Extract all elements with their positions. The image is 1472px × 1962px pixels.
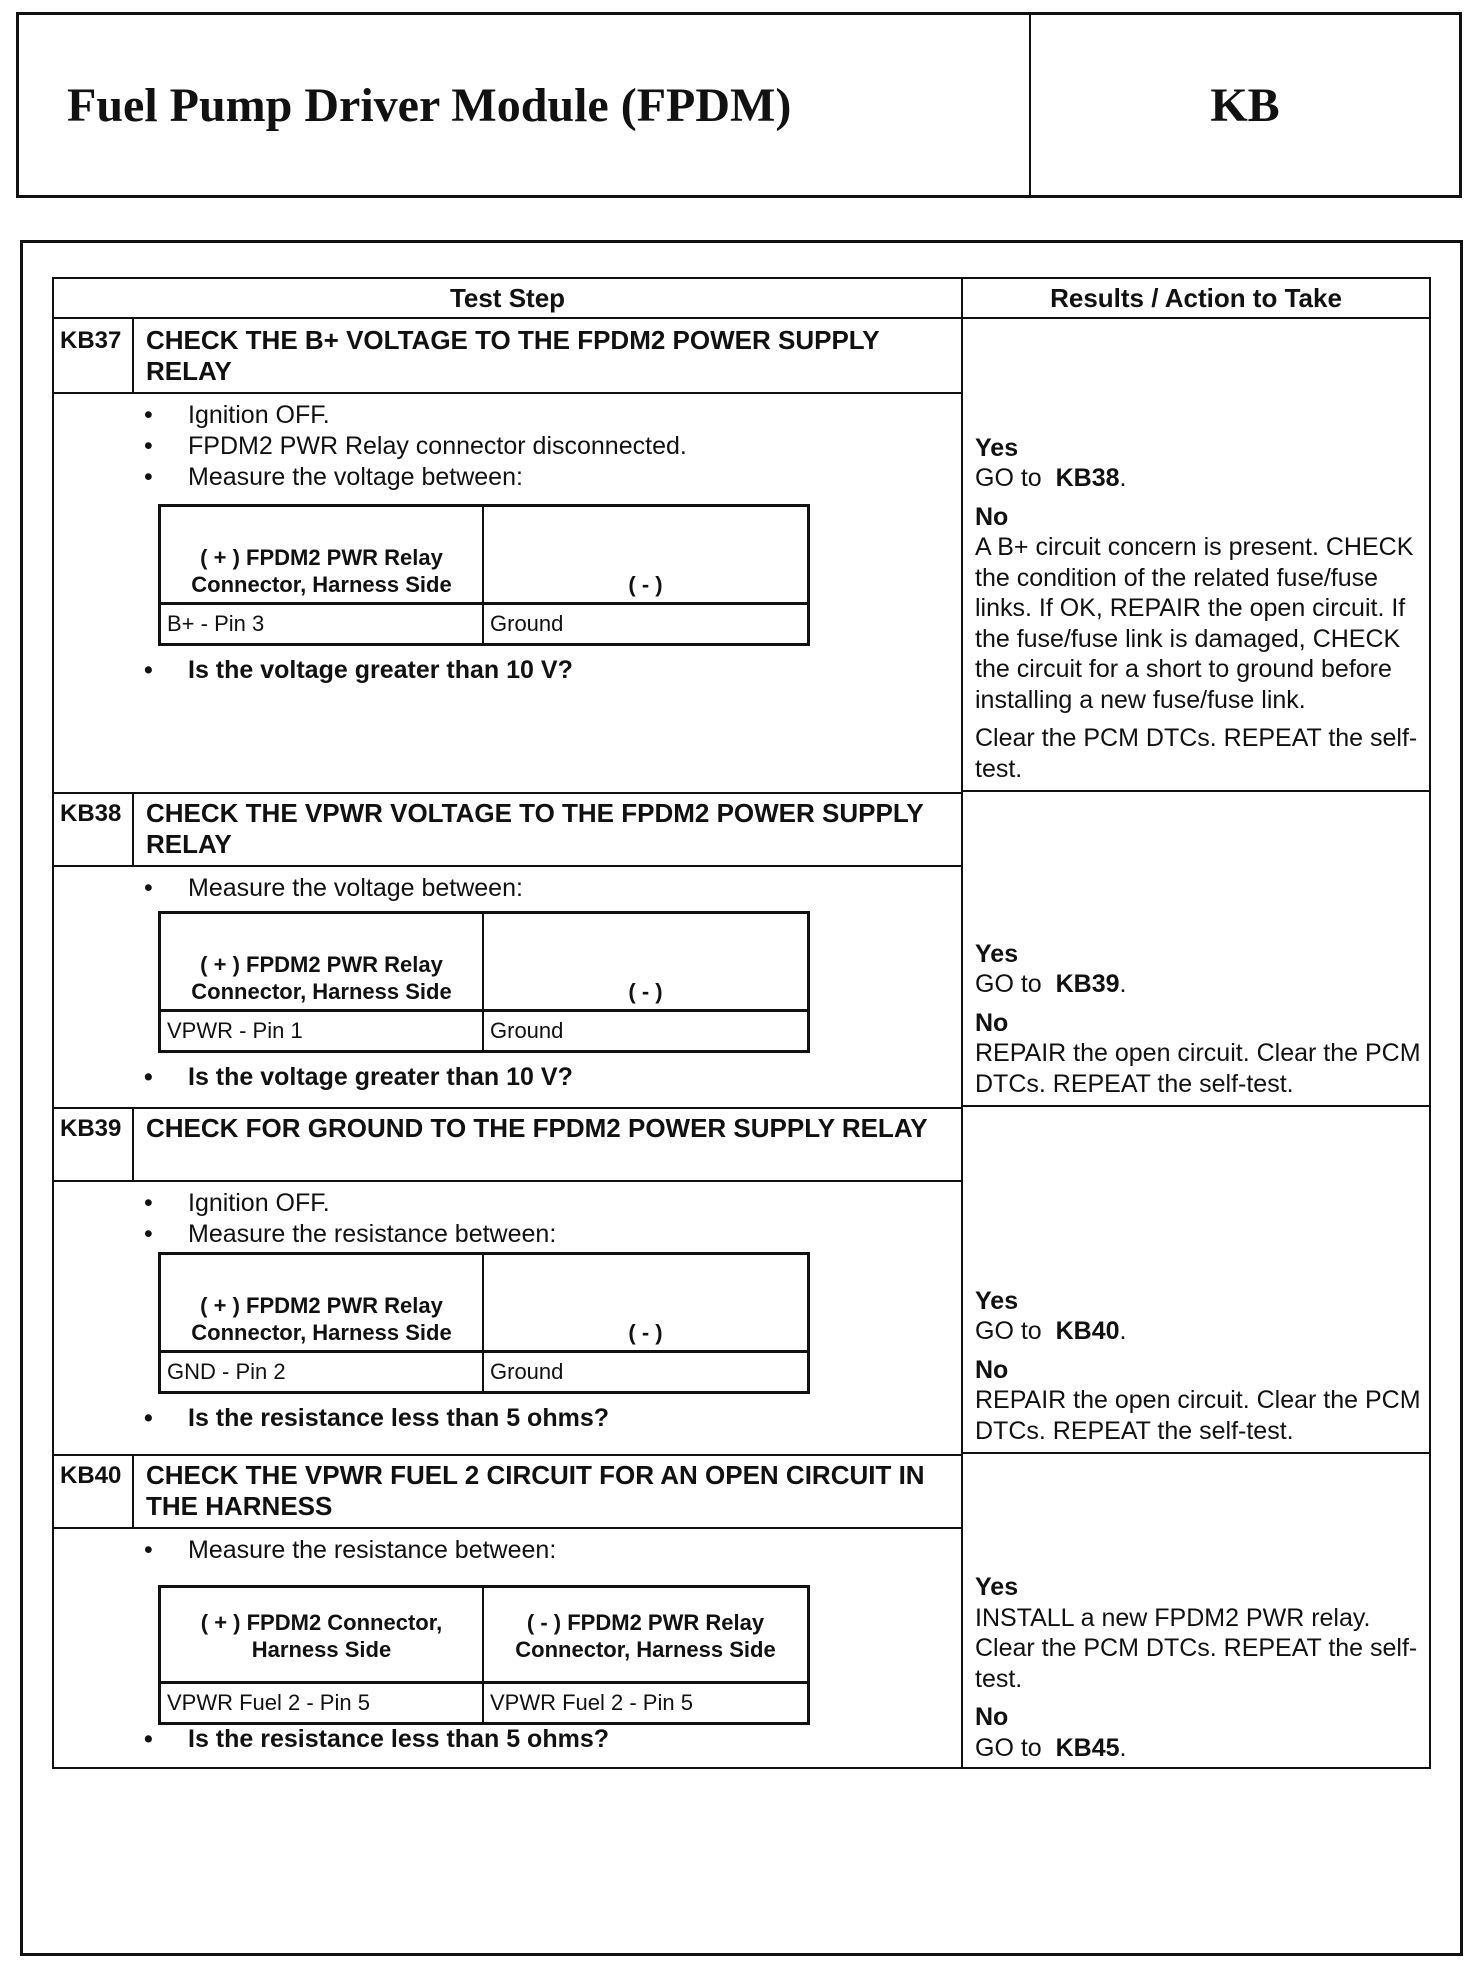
measurement-header-positive: ( + ) FPDM2 Connector, Harness Side — [161, 1588, 484, 1681]
step-instructions — [144, 400, 687, 493]
measurement-table — [158, 504, 810, 646]
measurement-table — [158, 911, 810, 1053]
step-title-row — [54, 1454, 961, 1529]
instruction-item: • FPDM2 PWR Relay connector disconnected. — [144, 431, 687, 462]
measurement-row — [161, 1012, 807, 1050]
instruction-item: • Measure the voltage between: — [144, 873, 523, 904]
measurement-negative-value: Ground — [490, 611, 564, 636]
measurement-header-positive: ( + ) FPDM2 PWR Relay Connector, Harness Side — [161, 507, 484, 602]
goto-step-link[interactable]: KB39 — [1055, 970, 1120, 998]
page-header — [16, 12, 1462, 198]
step-question: • Is the resistance less than 5 ohms? — [144, 1404, 609, 1433]
step-question: • Is the voltage greater than 10 V? — [144, 1063, 573, 1092]
measurement-header-positive: ( + ) FPDM2 PWR Relay Connector, Harness Side — [161, 1255, 484, 1350]
measurement-positive-value: VPWR - Pin 1 — [161, 1012, 484, 1050]
column-header-test-step: Test Step — [54, 279, 961, 319]
measurement-negative-value: VPWR Fuel 2 - Pin 5 — [490, 1690, 693, 1715]
page-title: Fuel Pump Driver Module (FPDM) — [19, 15, 1031, 195]
measurement-header-row — [161, 1588, 807, 1684]
test-step-kb37 — [54, 319, 961, 792]
step-question: • Is the voltage greater than 10 V? — [144, 656, 573, 685]
result-no-label: No — [975, 1008, 1009, 1037]
test-step-kb39 — [54, 1107, 961, 1454]
instruction-item: • Ignition OFF. — [144, 1188, 556, 1219]
test-step-kb38 — [54, 792, 961, 1107]
step-id: KB39 — [54, 1107, 134, 1180]
result-yes-label: Yes — [975, 1573, 1019, 1601]
measurement-positive-value: VPWR Fuel 2 - Pin 5 — [161, 1684, 484, 1722]
result-no-action: A B+ circuit concern is present. CHECK the condition of the related fuse/fuse links. If OK, REPAIR the open circuit. If the fuse/fuse link is damaged, CHECK the circuit for a short to ground before installing a new fuse/fuse link. — [975, 533, 1414, 714]
test-step-kb40 — [54, 1454, 961, 1769]
measurement-header-row — [161, 1255, 807, 1353]
measurement-positive-value: B+ - Pin 3 — [161, 605, 484, 643]
measurement-header-row — [161, 507, 807, 605]
step-title-row — [54, 1107, 961, 1182]
measurement-header-positive: ( + ) FPDM2 PWR Relay Connector, Harness Side — [161, 914, 484, 1009]
results-kb40 — [963, 1454, 1429, 1769]
measurement-header-row — [161, 914, 807, 1012]
section-code: KB — [1210, 78, 1280, 132]
step-id: KB38 — [54, 792, 134, 865]
goto-step-link[interactable]: KB40 — [1055, 1317, 1120, 1345]
instruction-item: • Measure the voltage between: — [144, 462, 687, 493]
test-step-table — [52, 277, 1431, 1769]
instruction-item: • Measure the resistance between: — [144, 1535, 556, 1566]
measurement-row — [161, 1353, 807, 1391]
measurement-negative-value: Ground — [490, 1018, 564, 1043]
result-yes-action: INSTALL a new FPDM2 PWR relay. Clear the PCM DTCs. REPEAT the self-test. — [975, 1603, 1418, 1693]
result-no-action: REPAIR the open circuit. Clear the PCM DTCs. REPEAT the self-test. — [975, 1386, 1421, 1445]
step-title: CHECK FOR GROUND TO THE FPDM2 POWER SUPPLY RELAY — [146, 1113, 928, 1143]
result-yes-action: GO to KB39. — [975, 970, 1127, 998]
goto-step-link[interactable]: KB45 — [1055, 1733, 1120, 1762]
result-no-label: No — [975, 502, 1009, 531]
measurement-positive-value: GND - Pin 2 — [161, 1353, 484, 1391]
result-no-action: GO to KB45. — [975, 1733, 1127, 1762]
step-question: • Is the resistance less than 5 ohms? — [144, 1725, 609, 1754]
measurement-table — [158, 1585, 810, 1725]
result-no-action-followup: Clear the PCM DTCs. REPEAT the self-test. — [975, 724, 1418, 783]
instruction-item: • Measure the resistance between: — [144, 1219, 556, 1250]
result-yes-label: Yes — [975, 433, 1019, 462]
step-id: KB40 — [54, 1454, 134, 1527]
step-title-row — [54, 792, 961, 867]
result-yes-action: GO to KB40. — [975, 1317, 1127, 1345]
step-title: CHECK THE VPWR VOLTAGE TO THE FPDM2 POWER SUPPLY RELAY — [146, 798, 924, 859]
results-kb38 — [963, 792, 1429, 1107]
measurement-negative-value: Ground — [490, 1359, 564, 1384]
measurement-row — [161, 605, 807, 643]
goto-step-link[interactable]: KB38 — [1055, 464, 1120, 492]
result-yes-label: Yes — [975, 939, 1019, 968]
column-header-results: Results / Action to Take — [963, 279, 1429, 319]
results-kb39 — [963, 1107, 1429, 1454]
measurement-header-negative: ( - ) — [628, 979, 663, 1004]
measurement-row — [161, 1684, 807, 1722]
measurement-header-negative: ( - ) FPDM2 PWR Relay Connector, Harness Side — [515, 1609, 776, 1662]
step-title: CHECK THE VPWR FUEL 2 CIRCUIT FOR AN OPEN CIRCUIT IN THE HARNESS — [146, 1460, 925, 1521]
result-no-label: No — [975, 1355, 1009, 1384]
step-title-row — [54, 319, 961, 394]
step-instructions — [144, 1535, 556, 1566]
step-title: CHECK THE B+ VOLTAGE TO THE FPDM2 POWER SUPPLY RELAY — [146, 325, 880, 386]
results-kb37 — [963, 319, 1429, 792]
measurement-table — [158, 1252, 810, 1394]
result-yes-label: Yes — [975, 1286, 1019, 1315]
instruction-item: • Ignition OFF. — [144, 400, 687, 431]
step-instructions — [144, 873, 523, 904]
result-no-action: REPAIR the open circuit. Clear the PCM DTCs. REPEAT the self-test. — [975, 1039, 1421, 1098]
step-id: KB37 — [54, 319, 134, 392]
measurement-header-negative: ( - ) — [628, 1320, 663, 1345]
step-instructions — [144, 1188, 556, 1250]
measurement-header-negative: ( - ) — [628, 572, 663, 597]
result-yes-action: GO to KB38. — [975, 464, 1127, 492]
result-no-label: No — [975, 1703, 1009, 1731]
